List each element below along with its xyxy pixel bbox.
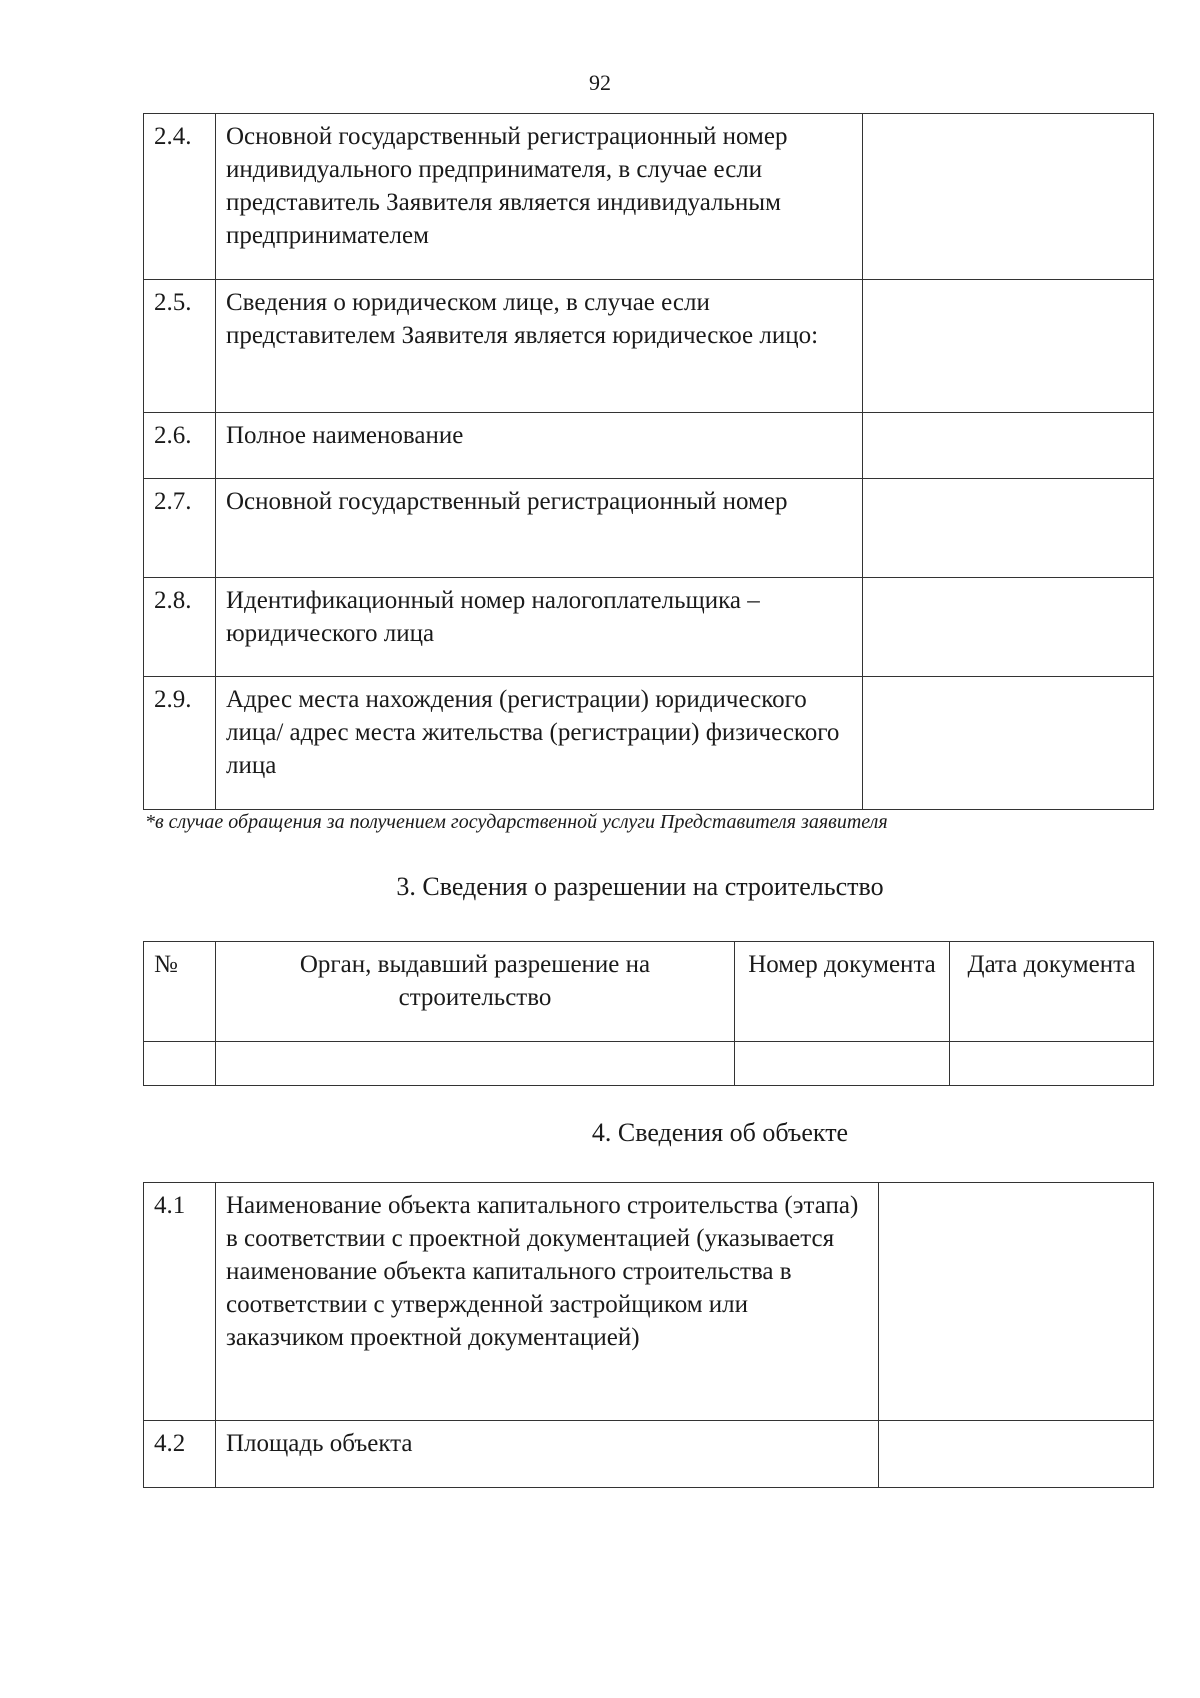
table-row	[144, 114, 1154, 280]
table-row	[144, 479, 1154, 578]
row-value-cell[interactable]	[863, 280, 1154, 413]
row-value-cell[interactable]	[863, 677, 1154, 810]
row-number: 2.4.	[144, 114, 216, 280]
table-row	[144, 280, 1154, 413]
column-header-document-number: Номер документа	[735, 942, 950, 1042]
column-header-document-date: Дата документа	[950, 942, 1154, 1042]
table-row	[144, 413, 1154, 479]
row-label: Идентификационный номер налогоплательщика – юридического лица	[216, 578, 863, 677]
cell-document-date[interactable]	[950, 1042, 1154, 1086]
row-value-cell[interactable]	[863, 114, 1154, 280]
page-number: 92	[589, 70, 611, 95]
table-header-row	[144, 942, 1154, 1042]
row-number: 4.1	[144, 1183, 216, 1421]
table-row	[144, 677, 1154, 810]
row-number: 2.8.	[144, 578, 216, 677]
cell-issuing-authority[interactable]	[216, 1042, 735, 1086]
row-label: Основной государственный регистрационный номер	[216, 479, 863, 578]
section-4-title: 4. Сведения об объекте	[591, 1118, 849, 1147]
table-row	[144, 1421, 1154, 1488]
column-header-number: №	[144, 942, 216, 1042]
row-value-cell[interactable]	[879, 1421, 1154, 1488]
row-number: 4.2	[144, 1421, 216, 1488]
row-number: 2.7.	[144, 479, 216, 578]
table-row	[144, 1042, 1154, 1086]
row-label: Адрес места нахождения (регистрации) юридического лица/ адрес места жительства (регистрации) физического лица	[216, 677, 863, 810]
table-row	[144, 1183, 1154, 1421]
column-header-issuing-authority: Орган, выдавший разрешение на строительство	[216, 942, 735, 1042]
object-info-table	[143, 1182, 1154, 1488]
row-number: 2.6.	[144, 413, 216, 479]
footnote: *в случае обращения за получением государственной услуги Представителя заявителя	[145, 811, 888, 833]
row-label: Площадь объекта	[216, 1421, 879, 1488]
cell-number[interactable]	[144, 1042, 216, 1086]
table-row	[144, 578, 1154, 677]
row-value-cell[interactable]	[863, 578, 1154, 677]
row-number: 2.9.	[144, 677, 216, 810]
applicant-representative-table	[143, 113, 1154, 810]
row-value-cell[interactable]	[863, 413, 1154, 479]
row-label: Основной государственный регистрационный номер индивидуального предпринимателя, в случае если представитель Заявителя является индивидуальным предпринимателем	[216, 114, 863, 280]
row-value-cell[interactable]	[879, 1183, 1154, 1421]
section-3-title: 3. Сведения о разрешении на строительство	[396, 872, 884, 901]
row-label: Полное наименование	[216, 413, 863, 479]
row-value-cell[interactable]	[863, 479, 1154, 578]
row-label: Наименование объекта капитального строительства (этапа) в соответствии с проектной документацией (указывается наименование объекта капитального строительства в соответствии с утвержденной застройщиком или заказчиком проектной документацией)	[216, 1183, 879, 1421]
cell-document-number[interactable]	[735, 1042, 950, 1086]
row-label: Сведения о юридическом лице, в случае если представителем Заявителя является юридическое лицо:	[216, 280, 863, 413]
row-number: 2.5.	[144, 280, 216, 413]
permit-table	[143, 941, 1154, 1086]
